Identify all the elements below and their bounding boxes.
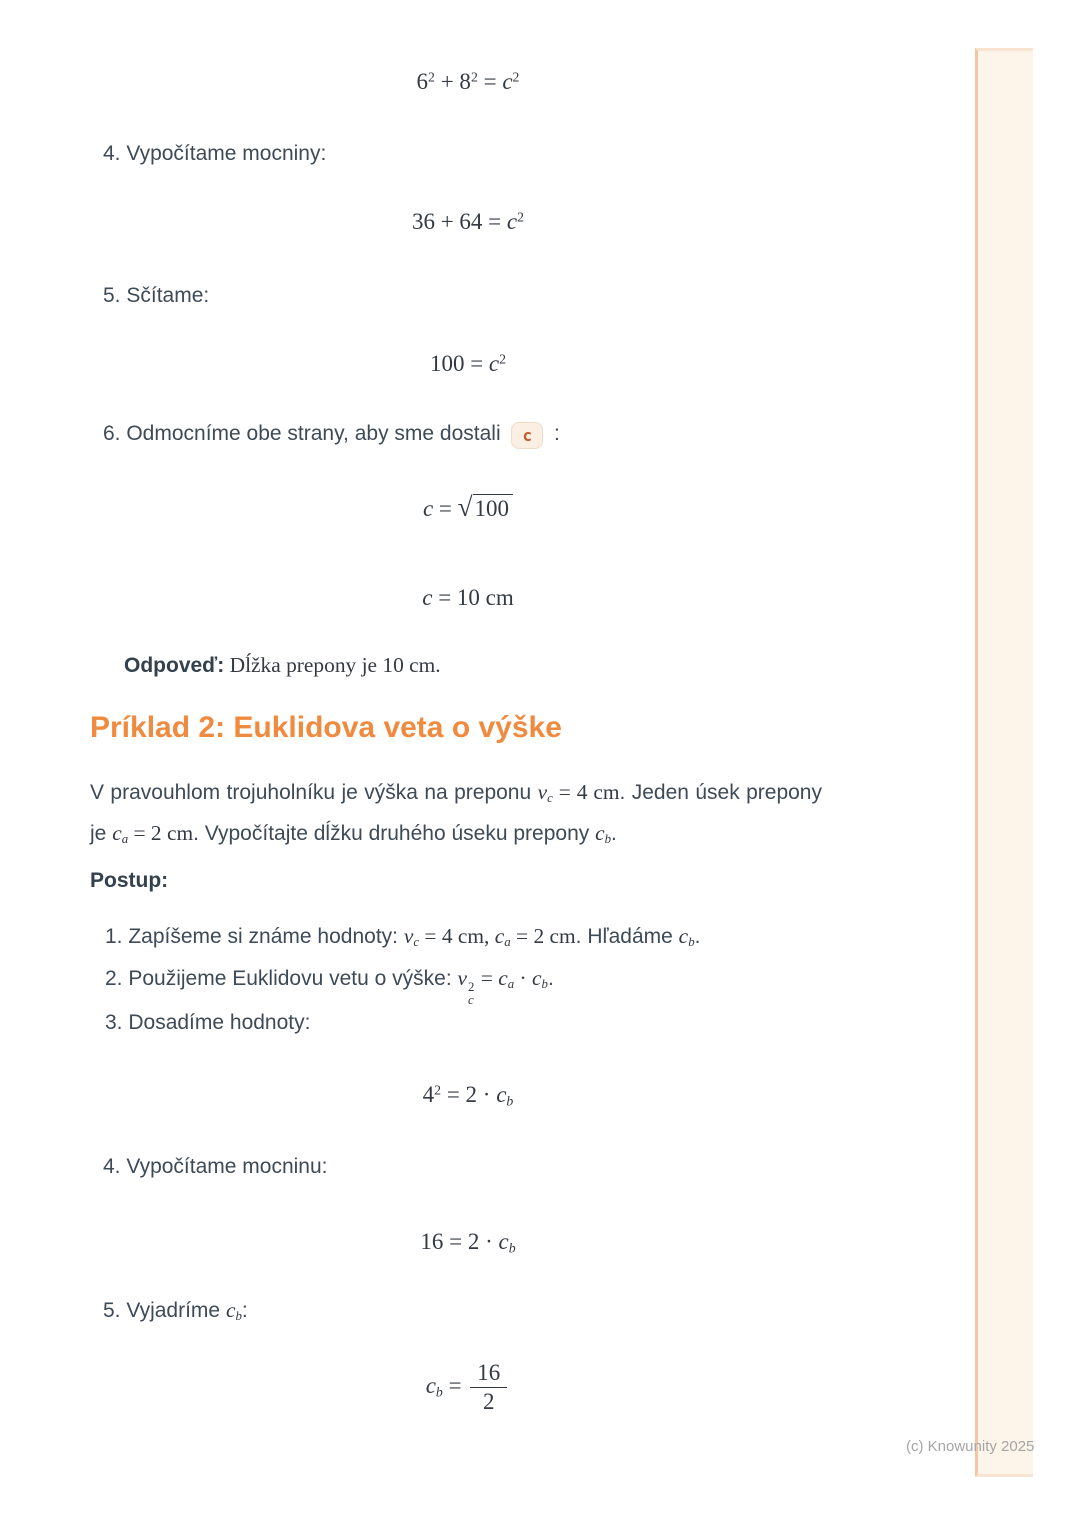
- eq-4-squared: $4^2 = 2 \cdot c_b$: [422, 1082, 514, 1109]
- label-step-4-powers: 4. Vypočítame mocniny:: [103, 142, 327, 165]
- example2-intro: V pravouhlom trojuholníku je výška na preponu $v_c = 4$ cm. Jeden úsek prepony je $c_a = 2$ cm. Vypočítajte dĺžku druhého úseku prepony $c_b$.: [90, 780, 822, 847]
- postup-item-2: 2. Použijeme Euklidovu vetu o výške: v 2 c = $c_a \cdot c_b$.: [105, 966, 554, 1008]
- sqrt-radical: √100: [458, 496, 513, 521]
- label-step-4-power: 4. Vypočítame mocninu:: [103, 1155, 328, 1178]
- eq-100-equals-c2: $100 = c^2$: [429, 351, 507, 376]
- eq-sum-36-64: $36 + 64 = c^2$: [411, 209, 525, 234]
- footer-copyright: (c) Knowunity 2025: [906, 1438, 1035, 1455]
- eq-cb-fraction: $c_b$ = $\frac{16}{2}$: [90, 1360, 846, 1416]
- label-step-6-sqrt: 6. Odmocníme obe strany, aby sme dostali c :: [103, 419, 560, 449]
- eq-pythagoras-squared: $6^2 + 8^2 = c^2$: [416, 69, 520, 94]
- answer-line: Odpoveď: Dĺžka prepony je 10 cm.: [124, 653, 441, 677]
- eq-16-equals-2cb: $16 = 2 \cdot c_b$: [420, 1229, 516, 1256]
- code-chip-c: c: [511, 422, 543, 449]
- postup-label: Postup:: [90, 869, 169, 892]
- right-accent-strip: [975, 48, 1033, 1477]
- postup-item-3: 3. Dosadíme hodnoty:: [105, 1011, 311, 1034]
- eq-c-sqrt-100: c = √100: [90, 489, 846, 526]
- label-step-5-add: 5. Sčítame:: [103, 284, 210, 307]
- eq-c-10cm: c = 10 cm: [422, 585, 514, 610]
- fraction: $\frac{16}{2}$: [470, 1360, 507, 1416]
- label-step-5-express: 5. Vyjadríme $c_b$:: [103, 1298, 248, 1324]
- example2-heading: Príklad 2: Euklidova veta o výške: [90, 711, 562, 744]
- postup-item-1: 1. Zapíšeme si známe hodnoty: $v_c = 4$ cm, $c_a = 2$ cm. Hľadáme $c_b$.: [105, 924, 701, 950]
